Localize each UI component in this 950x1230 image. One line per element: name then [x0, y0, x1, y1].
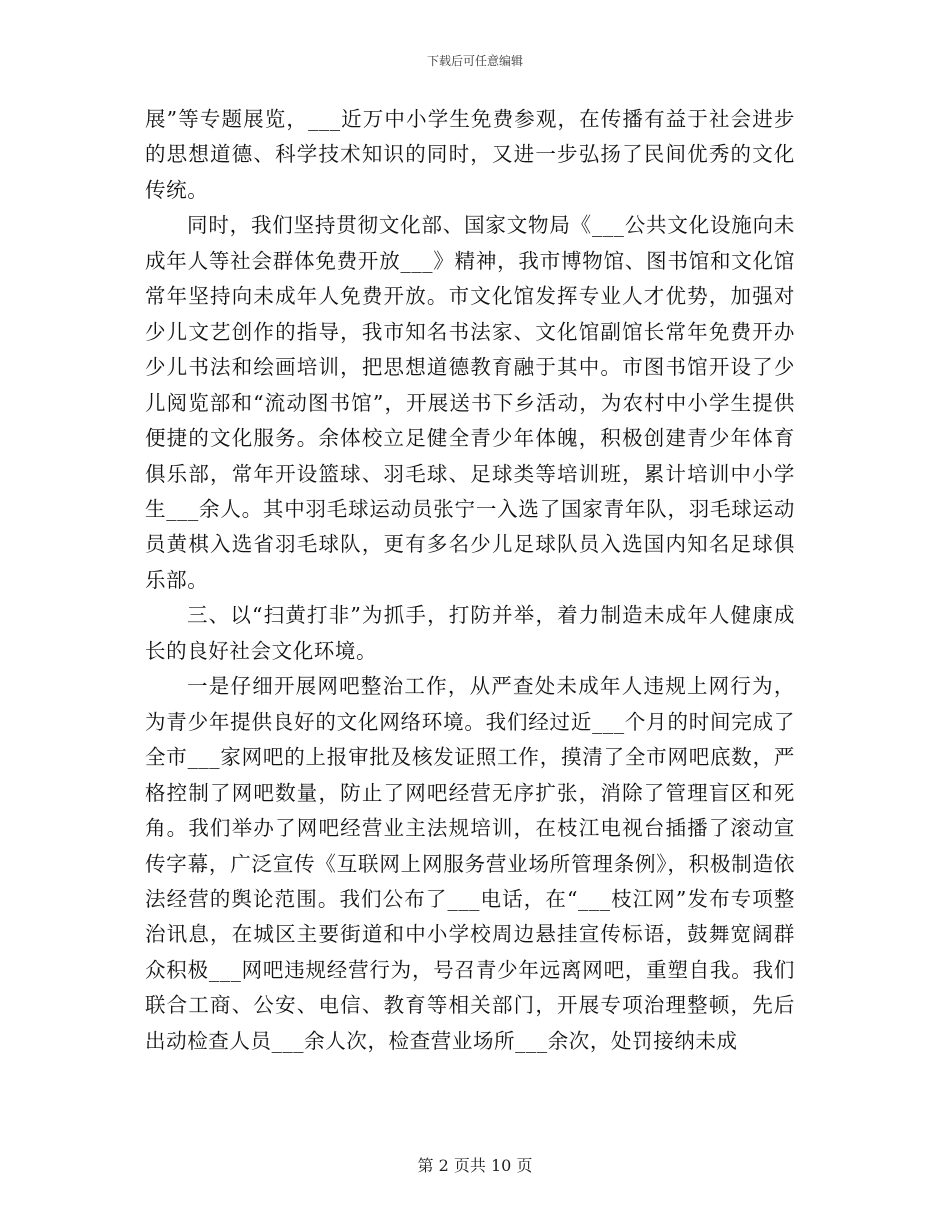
- paragraph-4: 一是仔细开展网吧整治工作，从严查处未成年人违规上网行为，为青少年提供良好的文化网络环境。我们经过近___个月的时间完成了全市___家网吧的上报审批及核发证照工作，摸清了全市网吧底数，严格控制了网吧数量，防止了网吧经营无序扩张，消除了管理盲区和死角。我们举办了网吧经营业主法规培训，在枝江电视台插播了滚动宣传字幕，广泛宣传《互联网上网服务营业场所管理条例》，积极制造依法经营的舆论范围。我们公布了___电话，在“___枝江网”发布专项整治讯息，在城区主要街道和中小学校周边悬挂宣传标语，鼓舞宽阔群众积极___网吧违规经营行为，号召青少年远离网吧，重塑自我。我们联合工商、公安、电信、教育等相关部门，开展专项治理整顿，先后出动检查人员___余人次，检查营业场所___余次，处罚接纳未成: [145, 674, 795, 1053]
- paragraph-1: 展”等专题展览，___近万中小学生免费参观，在传播有益于社会进步的思想道德、科学技术知识的同时，又进一步弘扬了民间优秀的文化传统。: [145, 107, 795, 202]
- paragraph-3: 三、以“扫黄打非”为抓手，打防并举，着力制造未成年人健康成长的良好社会文化环境。: [145, 603, 795, 663]
- page-header-note: 下载后可任意编辑: [426, 54, 523, 68]
- document-body: [145, 102, 795, 1059]
- paragraph-2: 同时，我们坚持贯彻文化部、国家文物局《___公共文化设施向未成年人等社会群体免费开放___》精神，我市博物馆、图书馆和文化馆常年坚持向未成年人免费开放。市文化馆发挥专业人才优势，加强对少儿文艺创作的指导，我市知名书法家、文化馆副馆长常年免费开办少儿书法和绘画培训，把思想道德教育融于其中。市图书馆开设了少儿阅览部和“流动图书馆”，开展送书下乡活动，为农村中小学生提供便捷的文化服务。余体校立足健全青少年体魄，积极创建青少年体育俱乐部，常年开设篮球、羽毛球、足球类等培训班，累计培训中小学生___余人。其中羽毛球运动员张宁一入选了国家青年队，羽毛球运动员黄棋入选省羽毛球队，更有多名少儿足球队员入选国内知名足球俱乐部。: [145, 213, 795, 592]
- page-number: 第 2 页共 10 页: [417, 1156, 533, 1175]
